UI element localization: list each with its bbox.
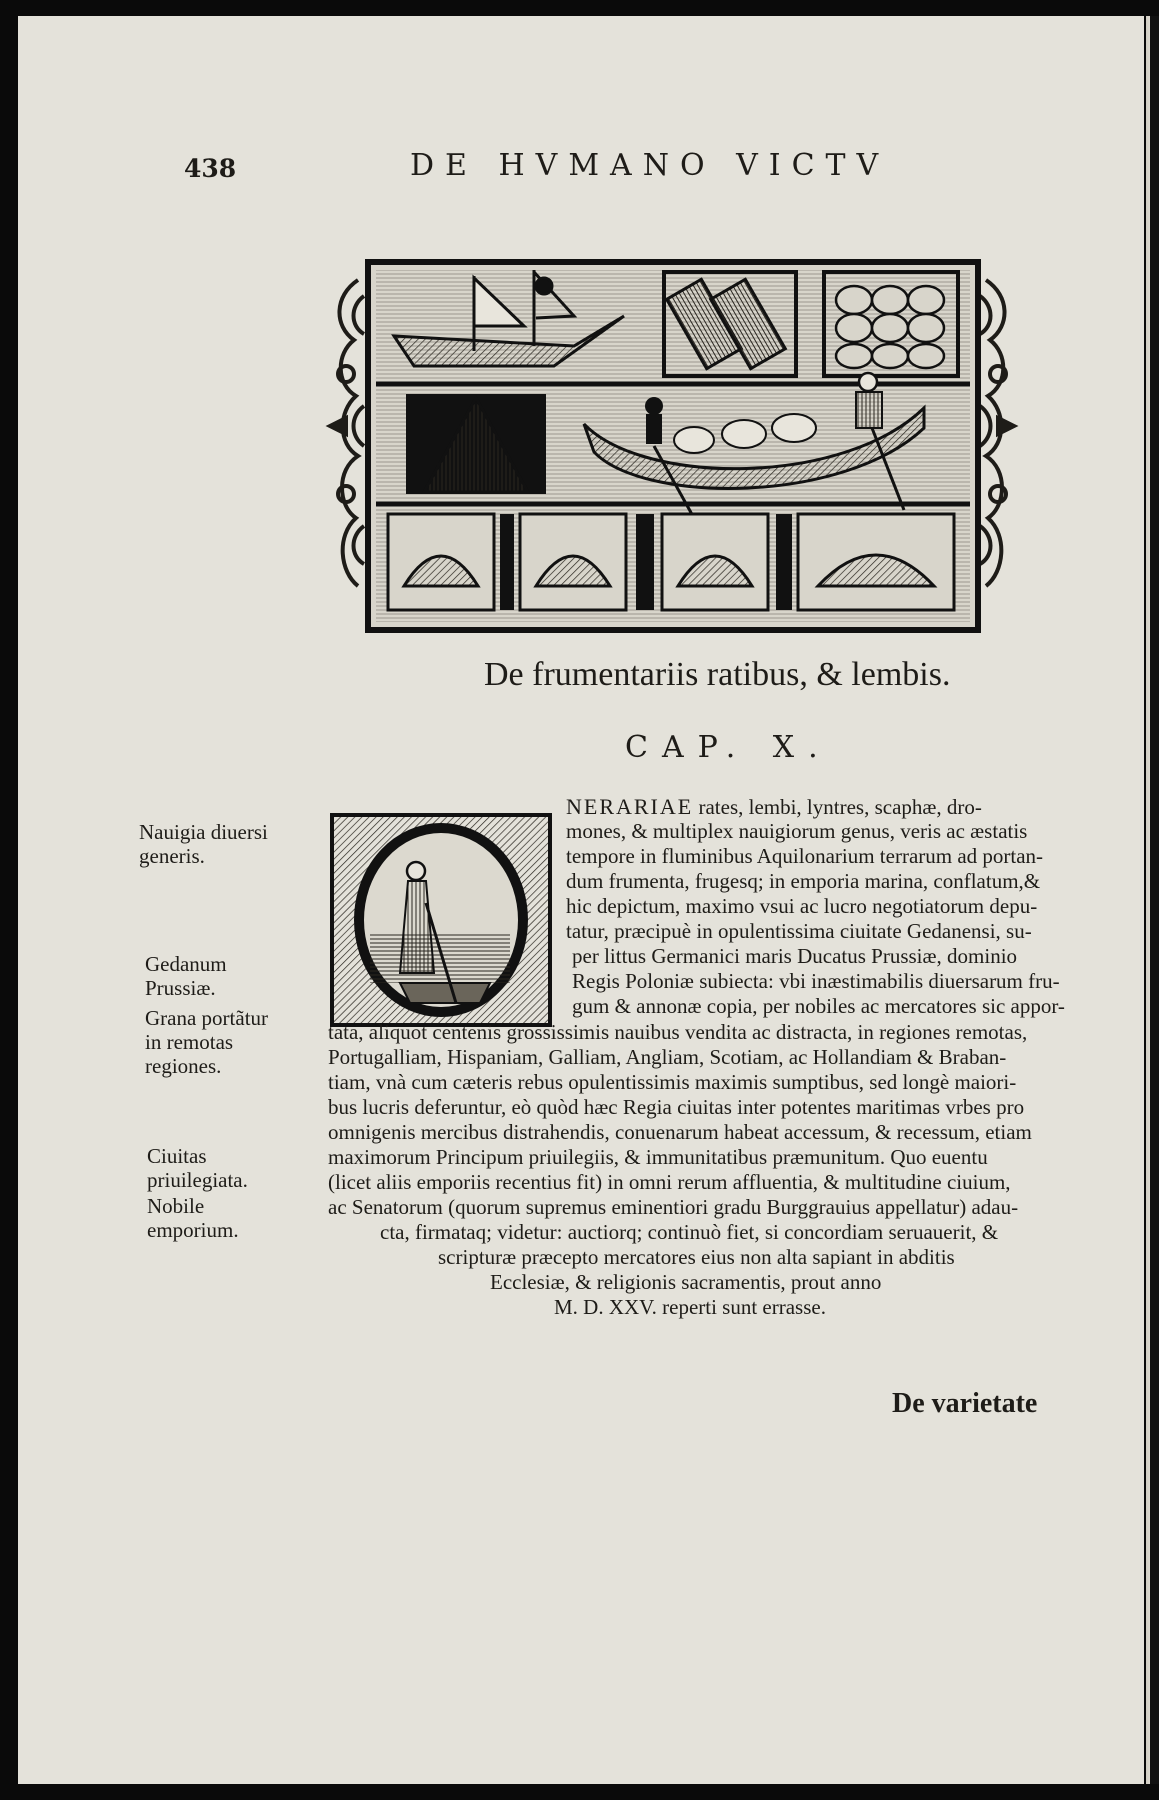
text-line: hic depictum, maximo vsui ac lucro negotiatorum depu- — [566, 894, 1038, 918]
catchword: De varietate — [892, 1388, 1038, 1419]
text-line: tiam, vnà cum cæteris rebus opulentissimis maximis sumptibus, sed longè maiori- — [328, 1070, 1017, 1094]
marginal-note: Grana portãtur in remotas regiones. — [145, 1006, 269, 1078]
text-line: tatur, præcipuè in opulentissima ciuitate Gedanensi, su- — [566, 919, 1032, 943]
left-ornament-icon — [330, 280, 364, 586]
running-head: DE HVMANO VICTV — [410, 148, 890, 183]
marginal-note: Gedanum Prussiæ. — [145, 952, 227, 1000]
text-line: mones, & multiplex nauigiorum genus, veris ac æstatis — [566, 819, 1028, 843]
text-line: cta, firmataq; videtur: auctiorq; continuò fiet, si concordiam seruauerit, & — [380, 1220, 999, 1244]
binding-edge — [1150, 16, 1159, 1784]
marginal-note: Nobile emporium. — [147, 1194, 239, 1242]
opening-word: NERARIAE — [566, 794, 694, 819]
right-ornament-icon — [980, 280, 1014, 586]
text-line: omnigenis mercibus distrahendis, conuenarum habeat accessum, & recessum, etiam — [328, 1120, 1032, 1144]
chapter-heading: CAP. X. — [625, 730, 832, 765]
text-line: NERARIAE rates, lembi, lyntres, scaphæ, dro- — [566, 794, 982, 819]
text-line: maximorum Principum priuilegiis, & immunitatibus præmunitum. Quo euentu — [328, 1145, 988, 1169]
text-line: (licet aliis emporiis recentius fit) in omni rerum affluentia, & multitudine ciuium, — [328, 1170, 1011, 1194]
figure-caption: De frumentariis ratibus, & lembis. — [484, 656, 951, 693]
drop-initial-o-woodcut — [330, 813, 552, 1027]
text-line: tempore in fluminibus Aquilonarium terrarum ad portan- — [566, 844, 1044, 868]
text-line: Portugalliam, Hispaniam, Galliam, Angliam, Scotiam, ac Hollandiam & Braban- — [328, 1045, 1007, 1069]
text-line: ac Senatorum (quorum supremus eminentiori gradu Burggrauius appellatur) adau- — [328, 1195, 1019, 1219]
marginal-note: Nauigia diuersi generis. — [139, 820, 268, 868]
text-line: tata, aliquot centenis grossissimis nauibus vendita ac distracta, in regiones remotas, — [328, 1020, 1028, 1044]
book-page — [18, 16, 1144, 1784]
text-line: Ecclesiæ, & religionis sacramentis, prout anno — [490, 1270, 882, 1294]
woodcut-grain-boats-illustration — [324, 256, 1020, 636]
marginal-note: Ciuitas priuilegiata. — [147, 1144, 248, 1192]
text-line: dum frumenta, frugesq; in emporia marina, conflatum,& — [566, 869, 1041, 893]
text-line: M. D. XXV. reperti sunt errasse. — [554, 1295, 826, 1319]
text-line: per littus Germanici maris Ducatus Prussiæ, dominio — [572, 944, 1018, 968]
text-line: bus lucris deferuntur, eò quòd hæc Regia ciuitas inter potentes maritimas vrbes pro — [328, 1095, 1025, 1119]
text-line: scripturæ præcepto mercatores eius non alta sapiant in abditis — [438, 1245, 955, 1269]
text-line: gum & annonæ copia, per nobiles ac mercatores sic appor- — [572, 994, 1065, 1018]
text-line: Regis Poloniæ subiecta: vbi inæstimabilis diuersarum fru- — [572, 969, 1060, 993]
page-number: 438 — [184, 154, 237, 183]
